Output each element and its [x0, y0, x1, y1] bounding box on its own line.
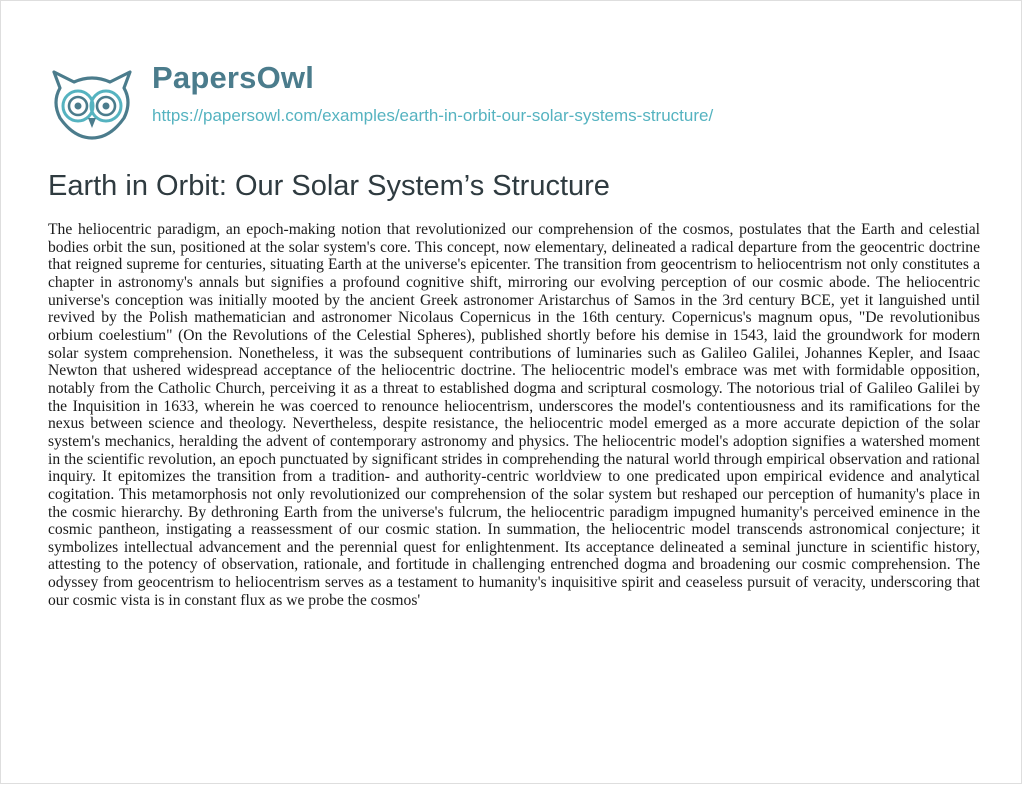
brand-block	[152, 60, 713, 126]
essay-body: The heliocentric paradigm, an epoch-making notion that revolutionized our comprehension of the cosmos, postulates that the Earth and celestial bodies orbit the sun, positioned at the solar system's core. This concept, now elementary, delineated a radical departure from the geocentric doctrine that reigned supreme for centuries, situating Earth at the universe's epicenter. The transition from geocentrism to heliocentrism not only constitutes a chapter in astronomy's annals but signifies a profound cognitive shift, mirroring our evolving perception of our cosmic abode. The heliocentric universe's conception was initially mooted by the ancient Greek astronomer Aristarchus of Samos in the 3rd century BCE, yet it languished until revived by the Polish mathematician and astronomer Nicolaus Copernicus in the 16th century. Copernicus's magnum opus, "De revolutionibus orbium coelestium" (On the Revolutions of the Celestial Spheres), published shortly before his demise in 1543, laid the groundwork for modern solar system comprehension. Nonetheless, it was the subsequent contributions of luminaries such as Galileo Galilei, Johannes Kepler, and Isaac Newton that ushered widespread acceptance of the heliocentric doctrine. The heliocentric model's embrace was met with formidable opposition, notably from the Catholic Church, perceiving it as a threat to established dogma and scriptural cosmology. The notorious trial of Galileo Galilei by the Inquisition in 1633, wherein he was coerced to renounce heliocentrism, underscores the model's contentiousness and its ramifications for the nexus between science and theology. Nevertheless, despite resistance, the heliocentric model emerged as a more accurate depiction of the solar system's mechanics, heralding the advent of contemporary astronomy and physics. The heliocentric model's adoption signifies a watershed moment in the scientific revolution, an epoch punctuated by significant strides in comprehending the natural world through empirical observation and rational inquiry. It epitomizes the transition from a tradition- and authority-centric worldview to one predicated upon empirical evidence and analytical cogitation. This metamorphosis not only revolutionized our comprehension of the solar system but reshaped our perception of humanity's place in the cosmic hierarchy. By dethroning Earth from the universe's fulcrum, the heliocentric paradigm impugned humanity's perceived eminence in the cosmic pantheon, instigating a reassessment of our cosmic station. In summation, the heliocentric model transcends astronomical conjecture; it symbolizes intellectual advancement and the perennial quest for enlightenment. Its acceptance delineated a seminal juncture in scientific history, attesting to the potency of observation, rationale, and fortitude in challenging entrenched dogma and broadening our cosmic comprehension. The odyssey from geocentrism to heliocentrism serves as a testament to humanity's inquisitive spirit and ceaseless pursuit of veracity, underscoring that our cosmic vista is in constant flux as we probe the cosmos'	[48, 221, 980, 609]
site-header	[52, 60, 972, 140]
source-url-link[interactable]: https://papersowl.com/examples/earth-in-orbit-our-solar-systems-structure/	[152, 106, 714, 125]
essay-title: Earth in Orbit: Our Solar System’s Structure	[48, 170, 610, 202]
owl-icon[interactable]	[52, 70, 132, 140]
brand-name[interactable]: PapersOwl	[152, 60, 315, 95]
